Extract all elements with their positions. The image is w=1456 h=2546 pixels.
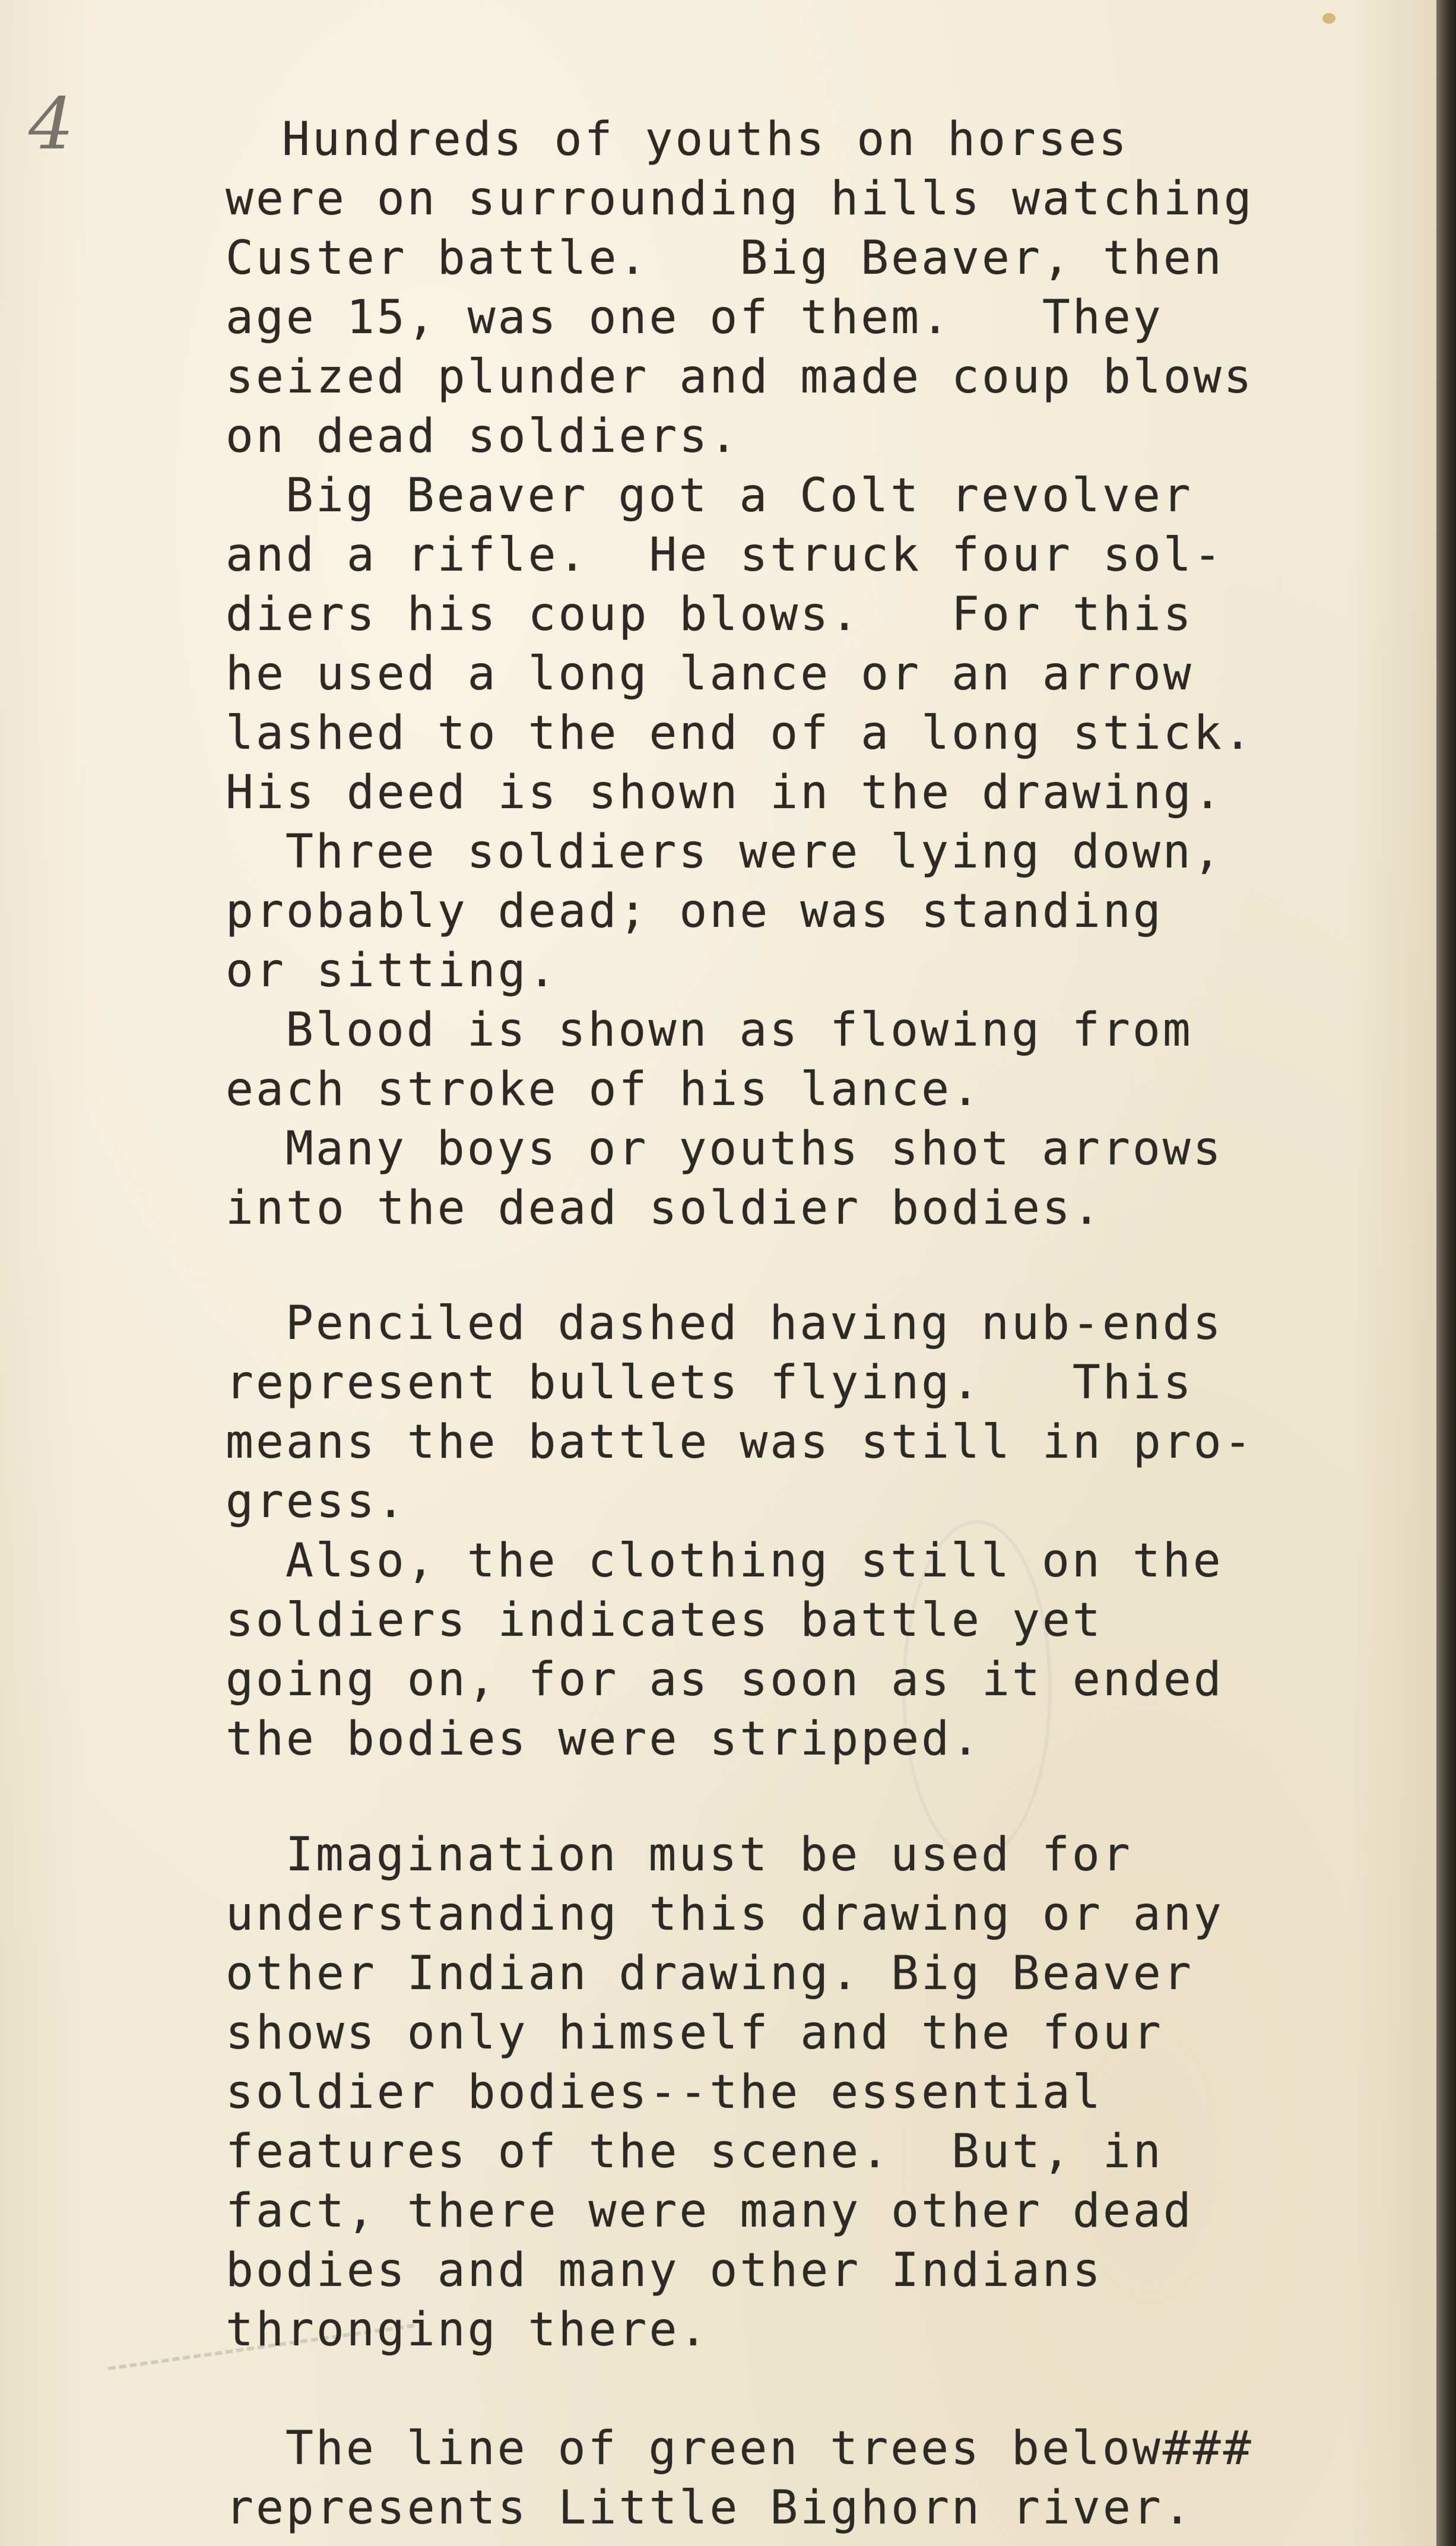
text-line: into the dead soldier bodies. [226, 1182, 1103, 1235]
text-line: going on, for as soon as it ended [226, 1653, 1224, 1706]
text-line: gress. [226, 1475, 407, 1528]
text-line: Also, the clothing still on the [255, 1534, 1223, 1588]
text-line: Many boys or youths shot arrows [255, 1122, 1223, 1176]
text-line: thronging there. [226, 2303, 710, 2357]
text-line: the bodies were stripped. [226, 1712, 982, 1766]
text-line: means the battle was still in pro- [226, 1416, 1254, 1469]
text-line: on dead soldiers. [226, 410, 740, 463]
text-line: seized plunder and made coup blows [226, 350, 1254, 404]
text-line: diers his coup blows. For this [226, 588, 1194, 641]
text-line: and a rifle. He struck four sol- [226, 528, 1224, 582]
text-line: represents Little Bighorn river. [226, 2481, 1194, 2535]
text-line: each stroke of his lance. [226, 1063, 982, 1116]
text-line: Hundreds of youths on horses [282, 113, 1129, 166]
text-line: His deed is shown in the drawing. [226, 766, 1224, 819]
text-line: other Indian drawing. Big Beaver [226, 1947, 1194, 2000]
text-line: features of the scene. But, in [226, 2125, 1163, 2178]
text-line: Custer battle. Big Beaver, then [226, 232, 1224, 285]
text-line: fact, there were many other dead [226, 2184, 1194, 2238]
text-line: were on surrounding hills watching [226, 172, 1254, 226]
text-line: understanding this drawing or any [226, 1888, 1224, 1941]
text-line: soldiers indicates battle yet [226, 1594, 1103, 1647]
text-line: or sitting. [226, 944, 559, 998]
handwritten-page-number: 4 [28, 83, 74, 166]
text-line: age 15, was one of them. They [226, 291, 1163, 344]
text-line: The line of green trees below### [255, 2422, 1254, 2475]
text-line: represent bullets flying. This [226, 1356, 1194, 1410]
text-line: he used a long lance or an arrow [226, 647, 1194, 701]
text-line: lashed to the end of a long stick. [226, 707, 1254, 760]
text-line: probably dead; one was standing [226, 885, 1163, 938]
text-line: Blood is shown as flowing from [255, 1003, 1193, 1057]
text-line: shows only himself and the four [226, 2006, 1163, 2060]
text-line: Big Beaver got a Colt revolver [255, 469, 1193, 522]
scan-background-edge [1436, 0, 1456, 2546]
text-line: bodies and many other Indians [226, 2244, 1103, 2297]
text-line: Penciled dashed having nub-ends [255, 1297, 1223, 1350]
text-line: Three soldiers were lying down, [255, 825, 1223, 879]
text-line: Imagination must be used for [255, 1828, 1133, 1882]
text-line: soldier bodies--the essential [226, 2066, 1103, 2119]
